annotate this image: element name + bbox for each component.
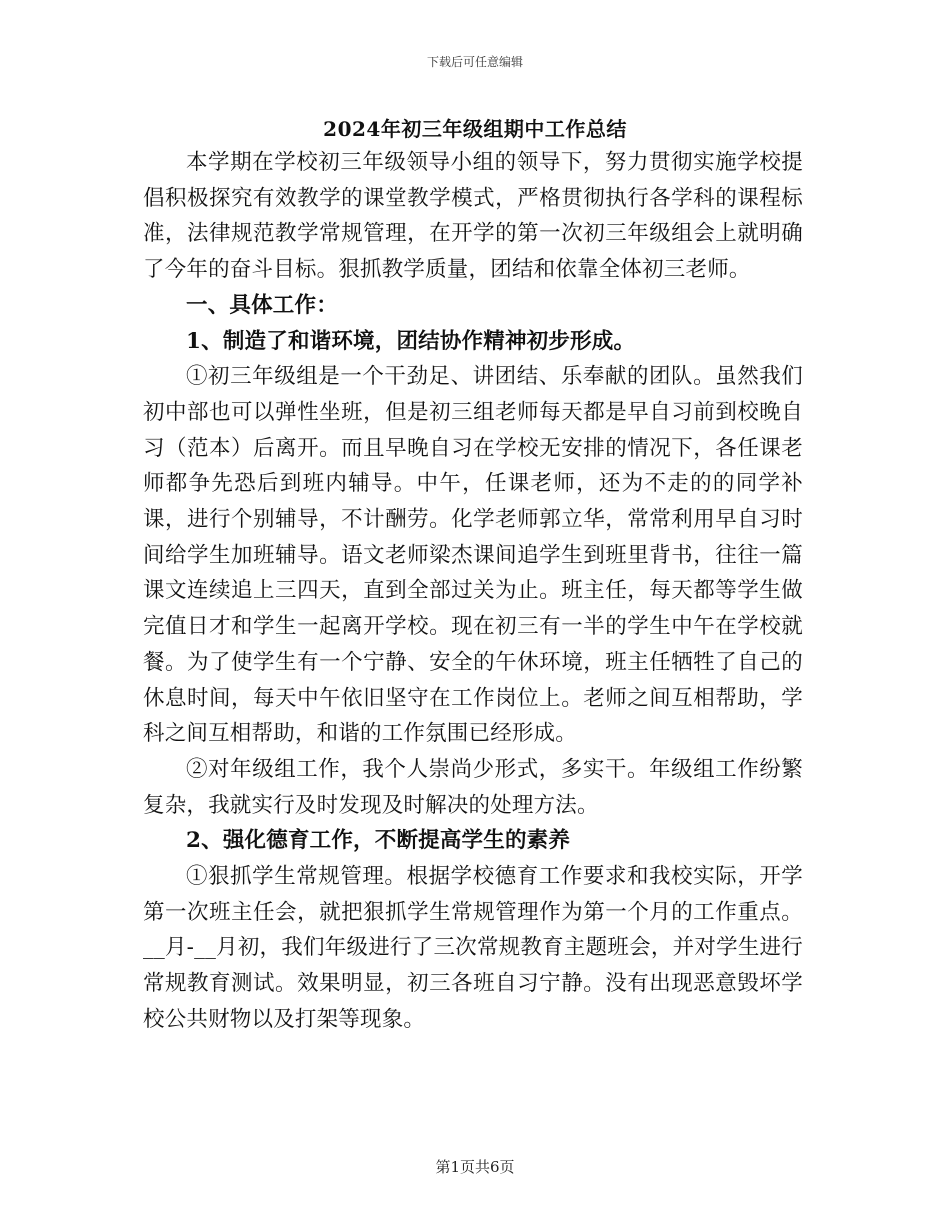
intro-paragraph: 本学期在学校初三年级领导小组的领导下，努力贯彻实施学校提倡积极探究有效教学的课堂教学模式，严格贯彻执行各学科的课程标准，法律规范教学常规管理，在开学的第一次初三年级组会上就明确了今年的奋斗目标。狠抓教学质量，团结和依靠全体初三老师。	[143, 150, 803, 283]
paragraph-grade-group-work: ②对年级组工作，我个人崇尚少形式，多实干。年级组工作纷繁复杂，我就实行及时发现及时解决的处理方法。	[143, 756, 803, 818]
document-body	[143, 145, 803, 1038]
document-title: 2024年初三年级组期中工作总结	[323, 117, 627, 141]
download-edit-note: 下载后可任意编辑	[426, 55, 523, 69]
page-number-footer: 第1页共6页	[435, 1158, 515, 1176]
paragraph-routine-management: ①狠抓学生常规管理。根据学校德育工作要求和我校实际，开学第一次班主任会，就把狠抓学生常规管理作为第一个月的工作重点。__月-__月初，我们年级进行了三次常规教育主题班会，并对学生进行常规教育测试。效果明显，初三各班自习宁静。没有出现恶意毁坏学校公共财物以及打架等现象。	[143, 864, 803, 1032]
section-heading-specific-work: 一、具体工作：	[186, 292, 338, 318]
subheading-harmonious-environment: 1、制造了和谐环境，团结协作精神初步形成。	[186, 328, 636, 354]
subheading-moral-education: 2、强化德育工作，不断提高学生的素养	[186, 828, 571, 854]
paragraph-team-spirit: ①初三年级组是一个干劲足、讲团结、乐奉献的团队。虽然我们初中部也可以弹性坐班，但是初三组老师每天都是早自习前到校晚自习（范本）后离开。而且早晚自习在学校无安排的情况下，各任课老师都争先恐后到班内辅导。中午，任课老师，还为不走的的同学补课，进行个别辅导，不计酬劳。化学老师郭立华，常常利用早自习时间给学生加班辅导。语文老师梁杰课间追学生到班里背书，往往一篇课文连续追上三四天，直到全部过关为止。班主任，每天都等学生做完值日才和学生一起离开学校。现在初三有一半的学生中午在学校就餐。为了使学生有一个宁静、安全的午休环境，班主任牺牲了自己的休息时间，每天中午依旧坚守在工作岗位上。老师之间互相帮助，学科之间互相帮助，和谐的工作氛围已经形成。	[143, 364, 803, 747]
